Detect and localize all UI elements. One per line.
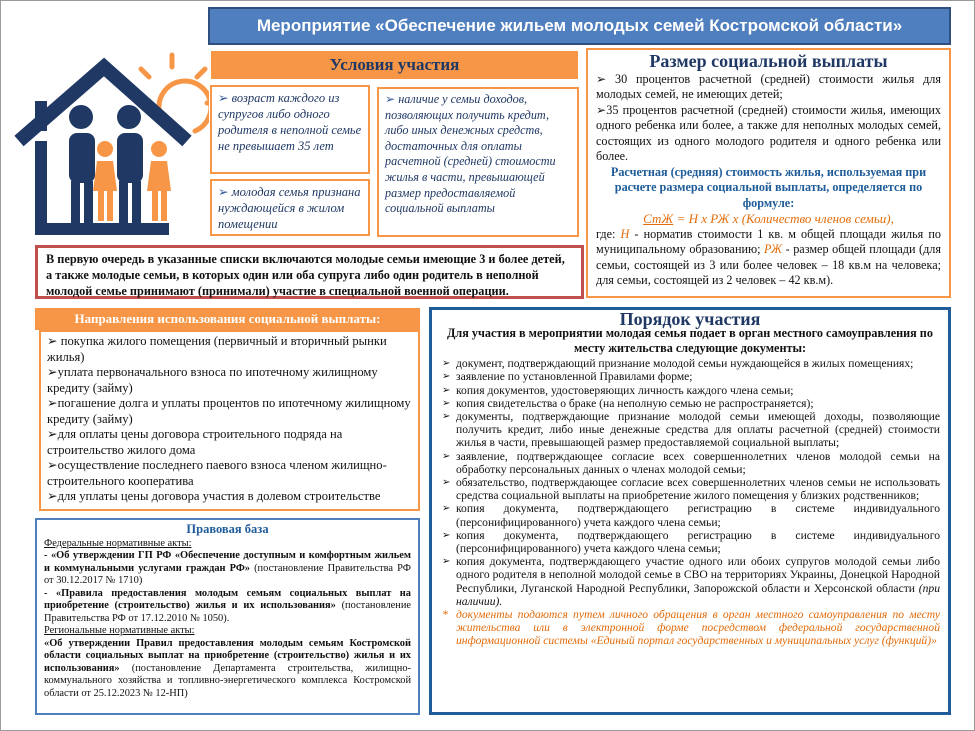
arrow-bullet-icon: ➢ xyxy=(442,503,451,515)
list-item: ➢погашение долга и уплаты процентов по ипотечному жилищному кредиту (займу) xyxy=(47,396,411,426)
legal-item: «Об утверждении Правил предоставления молодым семьям Костромской области социальных выплат на приобретение (строительство) жилья и их использования» (постановление Департамента строительства, жилищно-коммунального хозяйства и топливно-энергетического комплекса Костромской области от 25.12.2023 № 12-НП) xyxy=(44,637,411,699)
arrow-bullet-icon: ➢ xyxy=(442,371,451,383)
check-arrow-icon: ➢ xyxy=(47,427,58,441)
check-arrow-icon: ➢ xyxy=(47,489,58,503)
check-arrow-icon: ➢ xyxy=(47,396,58,410)
check-arrow-icon: ➢ xyxy=(596,102,607,117)
conditions-title: Условия участия xyxy=(211,51,578,79)
list-item: ➢ копия документа, подтверждающего регистрацию в системе индивидуального (персонифицированного) учета каждого члена семьи; xyxy=(442,502,940,529)
order-subtitle: Для участия в мероприятии молодая семья подает в орган местного самоуправления по месту жительства следующие документы: xyxy=(447,326,933,355)
condition-income: ➢ наличие у семьи доходов, позволяющих получить кредит, либо иных денежных средств, достаточных для оплаты расчетной (средней) стоимости жилья в части, превышающей размер предоставляемой социальной выплаты xyxy=(377,87,579,237)
arrow-bullet-icon: ➢ xyxy=(442,384,451,396)
arrow-bullet-icon: ➢ xyxy=(442,556,451,568)
payout-formula: СтЖ = Н х РЖ х (Количество членов семьи), xyxy=(643,211,894,226)
arrow-bullet-icon: ➢ xyxy=(442,411,451,423)
list-item: ➢для уплаты цены договора участия в долевом строительстве xyxy=(47,489,381,503)
payout-box xyxy=(586,48,951,298)
arrow-bullet-icon: ➢ xyxy=(442,477,451,489)
arrow-bullet-icon: ➢ xyxy=(442,397,451,409)
list-item: ➢ копия свидетельства о браке (на неполную семью не распространяется); xyxy=(442,396,814,410)
arrow-bullet-icon: ➢ xyxy=(442,450,451,462)
regional-heading: Региональные нормативные акты: xyxy=(44,625,195,636)
check-arrow-icon: ➢ xyxy=(47,334,58,348)
check-arrow-icon: ➢ xyxy=(47,458,58,472)
check-arrow-icon: ➢ xyxy=(218,185,229,199)
directions-list xyxy=(39,330,420,511)
legal-box xyxy=(35,518,420,715)
payout-35: 35 процентов расчетной (средней) стоимости жилья, имеющих одного ребенка или более, а также для неполных молодых семей, состоящих из одного молодого родителя и одного ребенка или более. xyxy=(596,102,941,163)
page-title: Мероприятие «Обеспечение жильем молодых семей Костромской области» xyxy=(208,7,951,45)
list-item: ➢для оплаты цены договора строительного подряда на строительство жилого дома xyxy=(47,427,343,457)
check-arrow-icon: ➢ xyxy=(385,92,396,106)
payout-title: Размер социальной выплаты xyxy=(649,51,888,71)
family-house-icon xyxy=(9,31,209,236)
list-item: ➢ заявление, подтверждающее согласие всех совершеннолетних членов молодой семьи на обработку персональных данных о членах молодой семьи; xyxy=(442,449,940,476)
list-item: ➢ покупка жилого помещения (первичный и вторичный рынки жилья) xyxy=(47,334,387,364)
arrow-bullet-icon: ➢ xyxy=(442,358,451,370)
list-item: ➢ заявление по установленной Правилами форме; xyxy=(442,370,693,384)
arrow-bullet-icon: ➢ xyxy=(442,529,451,541)
legal-title: Правовая база xyxy=(186,522,269,536)
legal-item: - «Об утверждении ГП РФ «Обеспечение доступным и комфортным жильем и коммунальными услугами граждан РФ» (постановление Правительства РФ от 30.12.2017 № 1710) xyxy=(44,550,411,586)
list-item: ➢осуществление последнего паевого взноса членом жилищно-строительного кооператива xyxy=(47,458,387,488)
list-item: ➢ копия документа, подтверждающего участие одного или обоих супругов молодой семьи либо одного родителя в неполной молодой семье в СВО на территориях Украины, Донецкой Народной Республики, Луганской Народной Республики, Запорожской области и Херсонской области (при наличии). xyxy=(442,555,940,608)
documents-list xyxy=(440,357,940,608)
list-item: ➢ документ, подтверждающий признание молодой семьи нуждающейся в жилых помещениях; xyxy=(442,357,914,371)
list-item: ➢ копия документов, удостоверяющих личность каждого члена семьи; xyxy=(442,383,794,397)
federal-heading: Федеральные нормативные акты: xyxy=(44,537,192,549)
condition-age: ➢ возраст каждого из супругов либо одного родителя в неполной семье не превышает 35 лет xyxy=(210,85,370,174)
legal-item: - «Правила предоставления молодым семьям социальных выплат на приобретение (строительство) жилья и их использования» (постановление Правительства РФ от 17.12.2010 № 1050). xyxy=(44,587,411,624)
list-item: ➢ документы, подтверждающие признание молодой семьи имеющей доходы, позволяющие получить кредит, либо иные денежные средства для оплаты расчетной (средней) стоимости жилья в части, превышающей размер предоставляемой социальной выплаты; xyxy=(442,410,940,450)
check-arrow-icon: ➢ xyxy=(596,71,607,86)
condition-need: ➢ молодая семья признана нуждающейся в жилом помещении xyxy=(210,179,370,236)
list-item: ➢уплата первоначального взноса по ипотечному жилищному кредиту (займу) xyxy=(47,365,378,395)
asterisk-icon: * xyxy=(442,608,448,622)
check-arrow-icon: ➢ xyxy=(218,91,229,105)
order-title: Порядок участия xyxy=(619,309,761,329)
check-arrow-icon: ➢ xyxy=(47,365,58,379)
priority-note: В первую очередь в указанные списки включаются молодые семьи имеющие 3 и более детей, а также молодые семьи, в которых один или оба супруга либо один родитель в неполной молодой семье принимают (принимали) участие в специальной военной операции. xyxy=(35,245,584,299)
submission-note: * документы подаются путем личного обращения в орган местного самоуправления по месту жительства или в электронной форме посредством федеральной государственной информационной системы «Единый портал государственных и муниципальных услуг (функций)» xyxy=(442,608,940,648)
list-item: ➢ копия документа, подтверждающего регистрацию в системе индивидуального (персонифицированного) учета каждого члена семьи; xyxy=(442,528,940,556)
list-item: ➢ обязательство, подтверждающее согласие всех совершеннолетних членов семьи не использовать средства социальной выплаты на приобретение жилого помещения у близких родственников; xyxy=(442,476,940,503)
payout-calc-note: Расчетная (средняя) стоимость жилья, используемая при расчете размера социальной выплаты, определяется по формуле: xyxy=(610,164,927,210)
payout-legend: где: Н - норматив стоимости 1 кв. м общей площади жилья по муниципальному образованию; РЖ - размер общей площади (для семьи, состоящей из 3 или более человек – 18 кв.м на человека; для семьи, состоящей из 2 человек – 42 кв.м). xyxy=(596,226,941,287)
order-box xyxy=(429,307,951,715)
payout-30: 30 процентов расчетной (средней) стоимости жилья для молодых семей, не имеющих детей; xyxy=(596,71,941,101)
directions-title: Направления использования социальной выплаты: xyxy=(35,308,420,330)
